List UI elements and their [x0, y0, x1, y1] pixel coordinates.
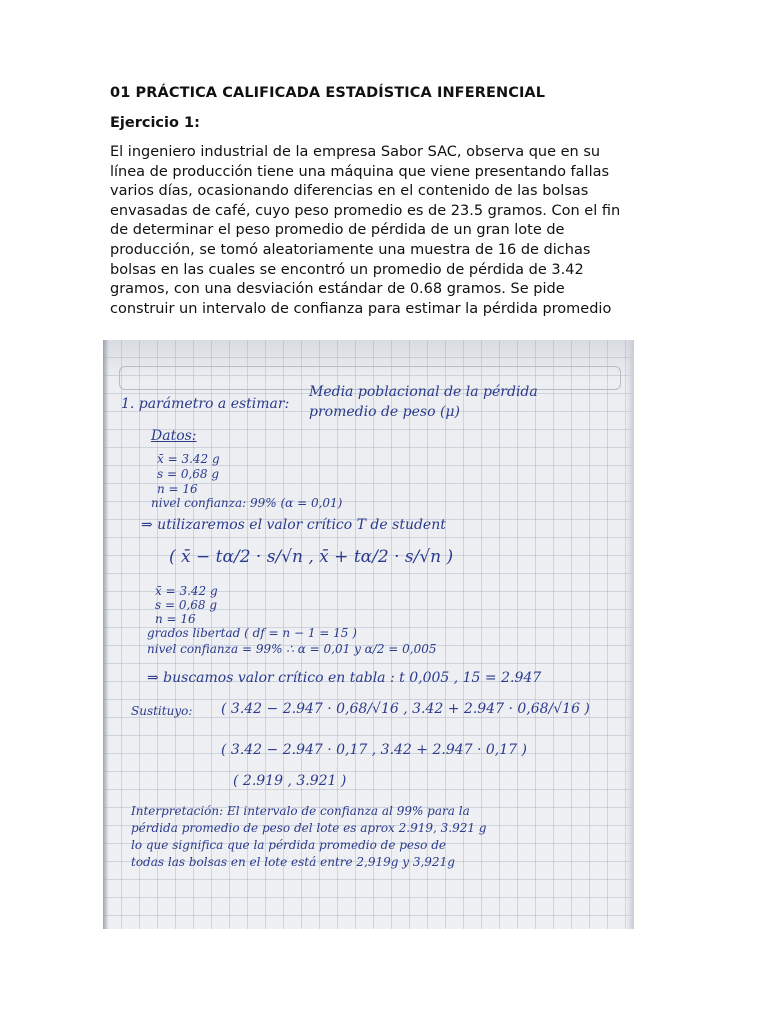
- problem-line: El ingeniero industrial de la empresa Sabor SAC, observa que en su: [110, 144, 601, 160]
- hw-repeat-mean: x̄ = 3.42 g: [155, 584, 218, 598]
- photo-edge-shadow: [103, 340, 109, 929]
- problem-line: construir un intervalo de confianza para estimar la pérdida promedio: [110, 300, 612, 317]
- exercise-heading: Ejercicio 1:: [110, 115, 200, 131]
- problem-line: bolsas en las cuales se encontró un promedio de pérdida de 3.42: [110, 261, 584, 278]
- hw-repeat-sd: s = 0,68 g: [155, 598, 218, 612]
- hw-method: ⇒ utilizaremos el valor crítico T de student: [141, 517, 446, 533]
- hw-substitute-step1: ( 3.42 − 2.947 · 0,68/√16 , 3.42 + 2.947 · 0,68/√16 ): [221, 701, 590, 717]
- problem-line: línea de producción tiene una máquina que viene presentando fallas: [110, 163, 610, 180]
- hw-repeat-n: n = 16: [155, 612, 196, 626]
- hw-parameter-label: 1. parámetro a estimar:: [121, 396, 290, 412]
- hw-data-n: n = 16: [157, 482, 198, 496]
- hw-data-mean: x̄ = 3.42 g: [157, 452, 220, 466]
- hw-substitute-step2: ( 3.42 − 2.947 · 0,17 , 3.42 + 2.947 · 0,17 ): [221, 742, 527, 758]
- problem-line: producción, se tomó aleatoriamente una muestra de 16 de dichas: [110, 241, 591, 258]
- hw-formula: ( x̄ − tα/2 · s/√n , x̄ + tα/2 · s/√n ): [169, 547, 454, 567]
- hw-interpretation: todas las bolsas en el lote está entre 2,919g y 3,921g: [131, 855, 455, 869]
- hw-interpretation: lo que significa que la pérdida promedio de peso de: [131, 838, 447, 852]
- photo-edge-highlight: [626, 340, 634, 929]
- problem-line: varios días, ocasionando diferencias en el contenido de las bolsas: [110, 183, 589, 200]
- handwritten-solution-photo: [103, 340, 634, 929]
- hw-datos-label: Datos:: [151, 428, 197, 444]
- hw-confidence-alpha: nivel confianza = 99% ∴ α = 0,01 y α/2 = 0,005: [147, 642, 437, 656]
- hw-data-confidence: nivel confianza: 99% (α = 0,01): [151, 496, 343, 510]
- hw-data-sd: s = 0,68 g: [157, 467, 220, 481]
- hw-interpretation: Interpretación: El intervalo de confianza al 99% para la: [131, 804, 470, 818]
- hw-substitute-label: Sustituyo:: [131, 704, 193, 718]
- hw-parameter-value: Media poblacional de la pérdida: [309, 384, 538, 400]
- problem-line: de determinar el peso promedio de pérdida de un gran lote de: [110, 222, 565, 239]
- problem-line: envasadas de café, cuyo peso promedio es de 23.5 gramos. Con el fin: [110, 202, 621, 219]
- hw-degrees-freedom: grados libertad ( df = n − 1 = 15 ): [147, 626, 357, 640]
- hw-parameter-value: promedio de peso (μ): [309, 404, 460, 420]
- hw-interval-result: ( 2.919 , 3.921 ): [233, 773, 347, 789]
- problem-line: gramos, con una desviación estándar de 0.68 gramos. Se pide: [110, 281, 565, 298]
- hw-critical-value: ⇒ buscamos valor crítico en tabla : t 0,005 , 15 = 2.947: [147, 670, 542, 686]
- page-title: 01 PRÁCTICA CALIFICADA ESTADÍSTICA INFERENCIAL: [110, 85, 546, 101]
- hw-interpretation: pérdida promedio de peso del lote es aprox 2.919, 3.921 g: [131, 821, 487, 835]
- problem-statement: [110, 143, 670, 319]
